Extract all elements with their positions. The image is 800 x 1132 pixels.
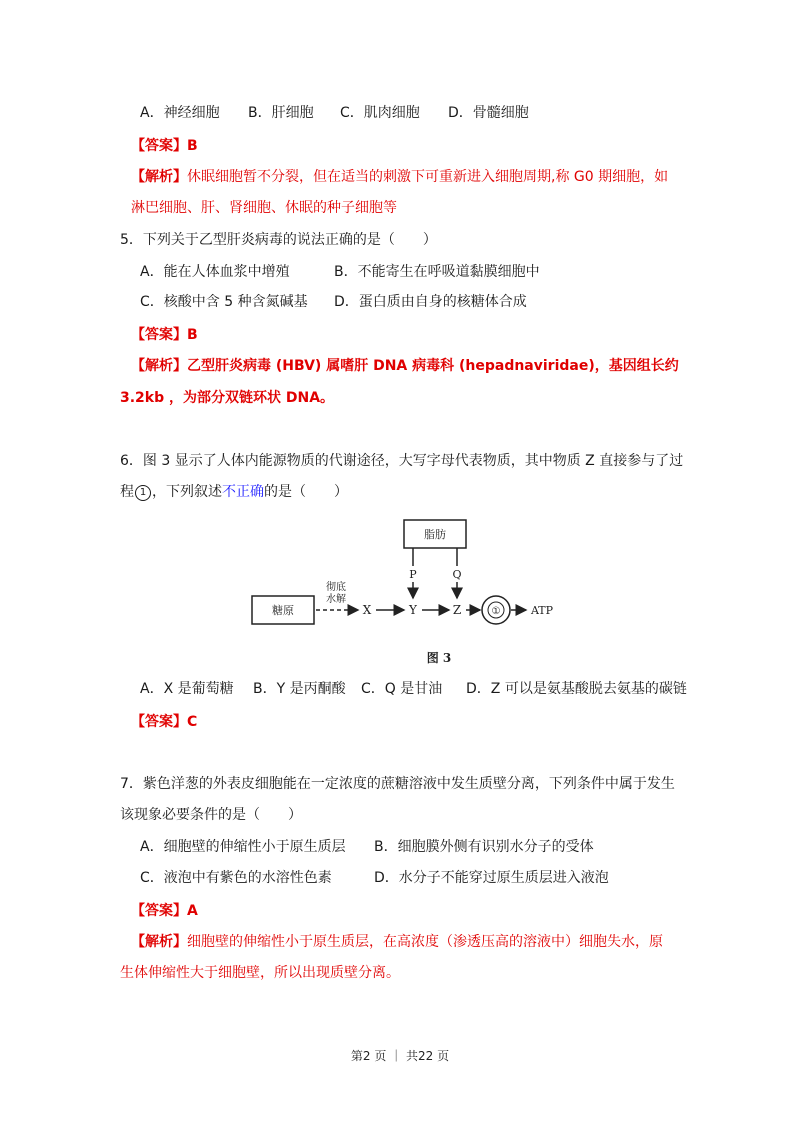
q4-explanation-label: 【解析】 [131,169,187,185]
metabolism-diagram [246,512,566,672]
q7-explanation-label: 【解析】 [131,934,187,950]
hydrolysis-label-1: 彻底 [326,582,346,593]
q7-option-c: C．液泡中有紫色的水溶性色素 [140,870,332,886]
node-y: Y [409,603,417,617]
q5-explanation-line1: 乙型肝炎病毒 (HBV) 属嗜肝 DNA 病毒科 (hepadnaviridae)，基因组长约 [187,358,679,374]
q6-stem-line2 [120,482,348,502]
q4-option-d: D．骨髓细胞 [448,105,529,121]
glycogen-label: 糖原 [272,604,294,617]
q6-stem-text-a: 程 [120,484,134,500]
q6-stem-text-b: ，下列叙述 [152,484,222,500]
q6-answer: 【答案】C [131,714,198,730]
q7-option-b: B．细胞膜外侧有识别水分子的受体 [374,839,594,855]
q7-option-d: D．水分子不能穿过原生质层进入液泡 [374,870,609,886]
q5-explanation-label: 【解析】 [131,358,187,374]
q4-answer: 【答案】B [131,138,198,154]
fat-label: 脂肪 [424,528,446,541]
q5-explanation-line2: 3.2kb ，为部分双链环状 DNA。 [120,390,335,406]
q6-option-d: D．Z 可以是氨基酸脱去氨基的碳链 [466,681,687,697]
q4-option-b: B．肝细胞 [248,105,314,121]
figure-caption: 图 3 [426,651,452,665]
cycle-process-label: ① [491,606,501,617]
q6-stem-line1: 6．图 3 显示了人体内能源物质的代谢途径，大写字母代表物质，其中物质 Z 直接参与了过 [120,453,684,469]
q7-answer: 【答案】A [131,903,198,919]
q4-explanation-line1: 休眠细胞暂不分裂，但在适当的刺激下可重新进入细胞周期,称 G0 期细胞，如 [187,169,669,185]
q6-option-c: C．Q 是甘油 [361,681,443,697]
q7-stem-line2: 该现象必要条件的是（ ） [120,807,302,823]
q5-explanation [131,356,679,376]
hydrolysis-label-2: 水解 [326,594,346,605]
q5-stem: 5．下列关于乙型肝炎病毒的说法正确的是（ ） [120,232,437,248]
page-footer: 第2 页 ｜ 共22 页 [350,1049,450,1063]
q5-option-c: C．核酸中含 5 种含氮碱基 [140,294,308,310]
q5-option-a: A．能在人体血浆中增殖 [140,264,290,280]
node-z: Z [452,603,462,617]
q7-explanation-line2: 生体伸缩性大于细胞壁，所以出现质壁分离。 [120,965,400,981]
q7-explanation [131,932,663,952]
q7-option-a: A．细胞壁的伸缩性小于原生质层 [140,839,346,855]
q5-option-b: B．不能寄生在呼吸道黏膜细胞中 [334,264,540,280]
q6-option-a: A．X 是葡萄糖 [140,681,234,697]
node-x: X [362,603,372,617]
q4-option-c: C．肌肉细胞 [340,105,420,121]
q5-option-d: D．蛋白质由自身的核糖体合成 [334,294,527,310]
atp-label: ATP [530,604,554,617]
q6-stem-emphasis: 不正确 [222,484,264,500]
q6-option-b: B．Y 是丙酮酸 [253,681,346,697]
q4-explanation [131,167,668,187]
q4-option-a: A．神经细胞 [140,105,220,121]
q7-explanation-line1: 细胞壁的伸缩性小于原生质层，在高浓度（渗透压高的溶液中）细胞失水，原 [187,934,663,950]
q4-explanation-line2: 淋巴细胞、肝、肾细胞、休眠的种子细胞等 [131,200,397,216]
q7-stem-line1: 7．紫色洋葱的外表皮细胞能在一定浓度的蔗糖溶液中发生质壁分离，下列条件中属于发生 [120,776,675,792]
node-q: Q [452,568,462,581]
q6-stem-text-c: 的是（ ） [264,484,348,500]
node-p: P [409,568,417,581]
q6-process-circle: 1 [135,485,151,501]
q5-answer: 【答案】B [131,327,198,343]
